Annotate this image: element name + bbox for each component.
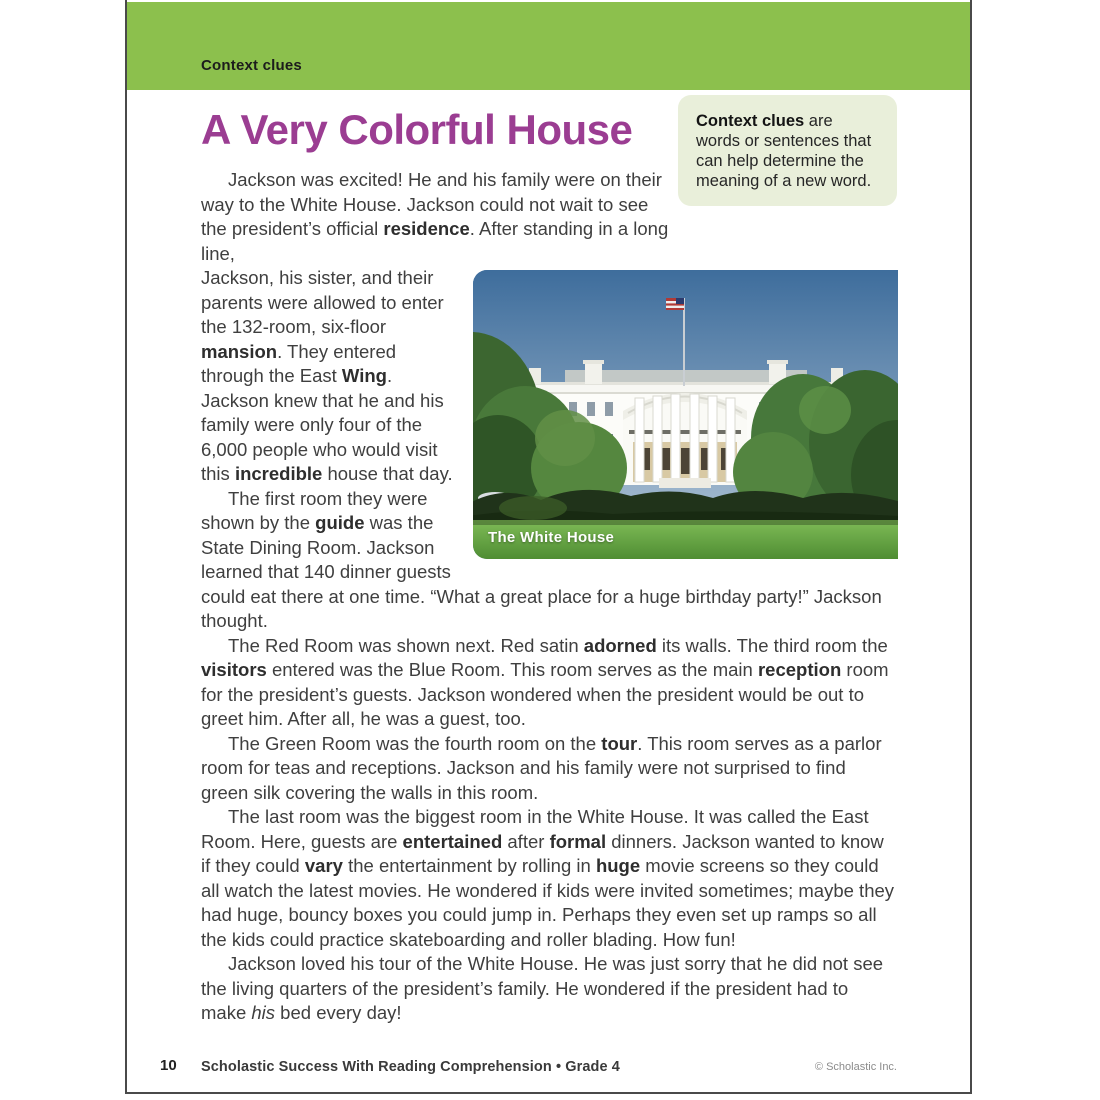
tip-box-text: are words or sentences that can help determine the meaning of a new word. [696, 112, 872, 190]
story-paragraph: Jackson was excited! He and his family were on their way to the White House. Jackson could not wait to see the president’s official residence. After standing in a long line, [201, 169, 669, 264]
skill-label: Context clues [201, 57, 302, 74]
story-paragraph: The Red Room was shown next. Red satin adorned its walls. The third room the visitors entered was the Blue Room. This room serves as the main reception room for the president’s guests. Jackson wondered when the president would be out to greet him. After all, he was a guest, too. [201, 634, 889, 729]
page-number: 10 [160, 1057, 177, 1074]
worksheet-page [125, 0, 972, 1094]
story-paragraph: Jackson, his sister, and their parents were allowed to enter the 132-room, six-floor mansion. They entered through the East Wing. Jackson knew that he and his family were only four of the 6,000 people who would visit this incredible house that day. [201, 267, 453, 484]
tip-box-lead: Context clues [696, 112, 805, 130]
white-house-illustration [473, 270, 898, 559]
story-paragraph: The Green Room was the fourth room on the tour. This room serves as a parlor room for teas and receptions. Jackson and his family were not surprised to find green silk covering the walls in this room. [201, 732, 882, 803]
footer-book-title: Scholastic Success With Reading Comprehension • Grade 4 [201, 1059, 620, 1075]
story-paragraph: The last room was the biggest room in the White House. It was called the East Room. Here, guests are entertained after formal dinners. Jackson wanted to know if they could vary the entertainment by rolling in huge movie screens so they could all watch the latest movies. He wondered if kids were invited sometimes; maybe they had huge, bouncy boxes you could jump in. Perhaps they even set up ramps so all the kids could practice skateboarding and roller blading. How fun! [201, 806, 895, 950]
header-bar [127, 2, 970, 90]
page-title: A Very Colorful House [201, 106, 633, 153]
story-paragraph: The first room they were shown by the guide was the State Dining Room. Jackson learned that 140 dinner guests could eat there at one time. “What a great place for a huge birthday party!” Jackson thought. [201, 487, 882, 631]
footer-copyright: © Scholastic Inc. [814, 1061, 897, 1073]
photo-caption: The White House [488, 528, 615, 546]
white-house-photo [473, 270, 898, 559]
story-paragraph: Jackson loved his tour of the White House. He was just sorry that he did not see the living quarters of the president’s family. He wondered if the president had to make his bed every day! [201, 953, 884, 1023]
story-article [201, 168, 898, 1026]
